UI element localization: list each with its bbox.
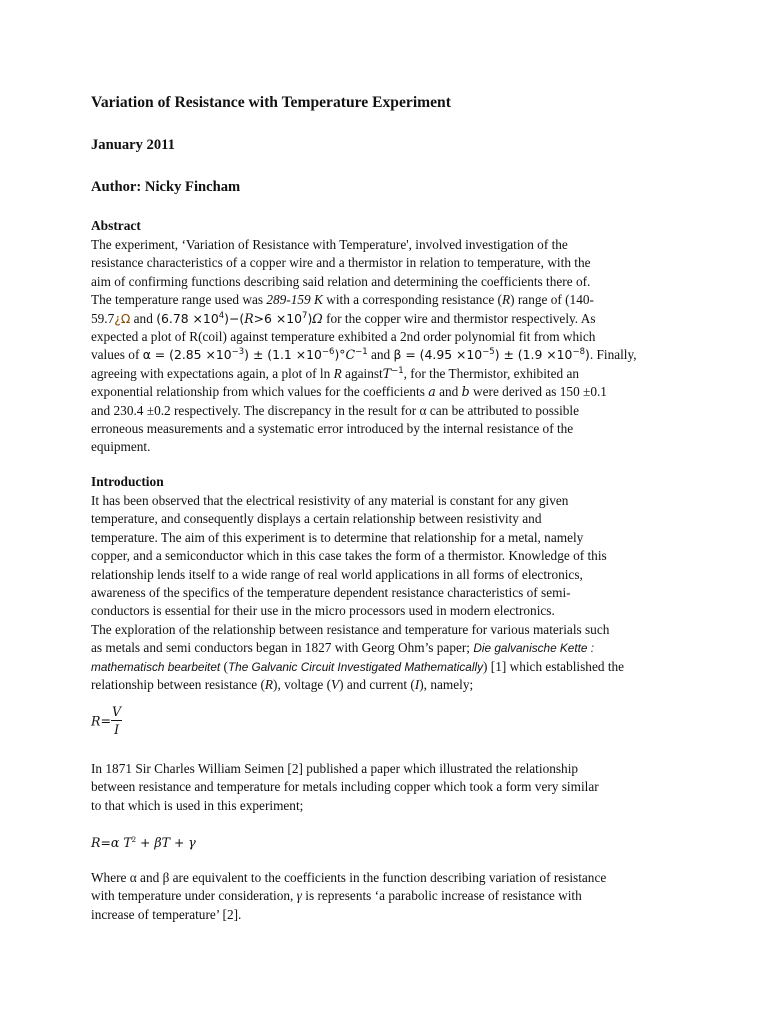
abstract-line: equipment. (91, 439, 151, 455)
copper-range-formula: $(6.78 \times 10^4)-(R>6 \times 10^7)\Omega$ (156, 310, 323, 326)
where-line: with temperature under consideration, γ is represents ‘a parabolic increase of resistance with (91, 888, 582, 904)
ohms-law-fraction: $\frac{V}{I}$ (112, 704, 122, 737)
seimen-line: between resistance and temperature for metals including copper which took a form very similar (91, 779, 599, 795)
abstract-heading: Abstract (91, 218, 141, 233)
abstract-line: aim of confirming functions describing said relation and determining the coefficients there of. (91, 273, 591, 289)
abstract-body (91, 236, 681, 457)
abstract-line: values of $\alpha = (2.85 \times 10^{-3}) \pm (1.1 \times 10^{-6})^\circ C^{-1}$ and $\beta = (4.95 \times 10^{-5}) \pm (1.9 \times 10^{-8})$. Finally, (91, 347, 637, 363)
paper-date: January 2011 (91, 137, 175, 153)
seimen-line: to that which is used in this experiment; (91, 797, 304, 813)
intro-line: relationship lends itself to a wide range of real world applications in all forms of electronics, (91, 566, 583, 582)
ohms-law-equation: R= $\frac{V}{I}$ (91, 704, 122, 737)
abstract-line: erroneous measurements and a systematic error introduced by the internal resistance of the (91, 421, 574, 437)
intro-line: conductors is essential for their use in the micro processors used in modern electronics. (91, 603, 555, 619)
abstract-line: The temperature range used was 289-159 K with a corresponding resistance (R) range of (140- (91, 292, 594, 308)
intro-line: It has been observed that the electrical resistivity of any material is constant for any given (91, 493, 569, 508)
intro-line: mathematisch bearbeitet (The Galvanic Circuit Investigated Mathematically) [1] which established the (91, 658, 625, 674)
paper-author: Author: Nicky Fincham (91, 179, 241, 195)
seimen-paragraph (91, 760, 681, 815)
introduction-heading: Introduction (91, 474, 164, 489)
abstract-line: resistance characteristics of a copper wire and a thermistor in relation to temperature, with the (91, 255, 591, 271)
intro-line: temperature, and consequently displays a certain relationship between resistivity and (91, 511, 542, 527)
abstract-line: agreeing with expectations again, a plot of ln R againstT$^{-1}$, for the Thermistor, exhibited an (91, 365, 580, 381)
intro-line: relationship between resistance (R), voltage (V) and current (I), namely; (91, 677, 474, 693)
abstract-line: expected a plot of R(coil) against temperature exhibited a 2nd order polynomial fit from which (91, 329, 596, 345)
alpha-value: $\alpha = (2.85 \times 10^{-3}) \pm (1.1 \times 10^{-6})^\circ C^{-1}$ (142, 347, 368, 363)
intro-line: as metals and semi conductors began in 1827 with Georg Ohm’s paper; Die galvanische Kette : (91, 640, 595, 656)
intro-line: awareness of the specifics of the temperature dependent resistance characteristics of semi- (91, 585, 571, 601)
introduction-body (91, 492, 681, 694)
abstract-line: and 230.4 ±0.2 respectively. The discrepancy in the result for α can be attributed to possible (91, 402, 580, 418)
intro-line: copper, and a semiconductor which in this case takes the form of a thermistor. Knowledge of this (91, 548, 607, 564)
paper-title: Variation of Resistance with Temperature Experiment (91, 94, 451, 111)
where-paragraph (91, 869, 681, 924)
intro-line: The exploration of the relationship between resistance and temperature for various materials such (91, 621, 610, 637)
where-line: Where α and β are equivalent to the coefficients in the function describing variation of resistance (91, 870, 607, 885)
abstract-line: The experiment, ‘Variation of Resistance with Temperature', involved investigation of the (91, 237, 568, 252)
abstract-line: 59.7¿Ω and $(6.78 \times 10^4)-(R>6 \times 10^7)\Omega$ for the copper wire and thermistor respectively. As (91, 310, 596, 326)
seimen-line: In 1871 Sir Charles William Seimen [2] published a paper which illustrated the relationship (91, 761, 579, 776)
beta-value: $\beta = (4.95 \times 10^{-5}) \pm (1.9 \times 10^{-8})$ (393, 347, 590, 363)
intro-line: temperature. The aim of this experiment is to determine that relationship for a metal, namely (91, 529, 584, 545)
abstract-line: exponential relationship from which values for the coefficients a and b were derived as 150 ±0.1 (91, 384, 607, 400)
where-line: increase of temperature’ [2]. (91, 906, 242, 922)
seimen-equation: R=α $T^2 + \beta T + \gamma$ (91, 834, 196, 850)
